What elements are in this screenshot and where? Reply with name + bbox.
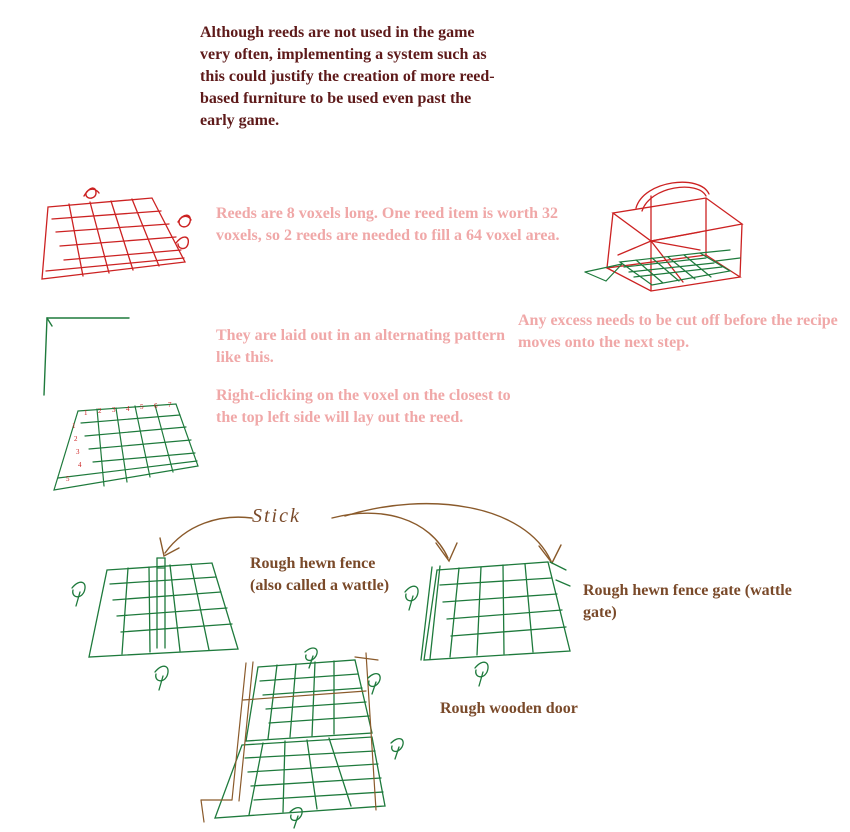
svg-text:2: 2 [98,407,102,415]
svg-text:1: 1 [72,422,76,430]
svg-text:7: 7 [168,401,172,409]
svg-text:4: 4 [126,405,130,413]
wattle-fence-label: Rough hewn fence (also called a wattle) [250,555,390,595]
svg-text:5: 5 [66,475,70,483]
reed-grid-green-numbered [54,404,198,490]
gate-curl-marks-green [405,586,488,686]
svg-text:3: 3 [76,448,80,456]
reed-grid-red [42,198,185,279]
corner-line-green [44,318,129,395]
basket-frame-red [607,182,742,291]
alternating-pattern-note: They are laid out in an alternating pattern like this. [216,327,506,367]
right-click-note: Right-clicking on the voxel on the closest to the top left side will lay out the reed. [216,387,511,427]
svg-text:6: 6 [154,402,158,410]
excess-note: Any excess needs to be cut off before the recipe moves onto the next step. [518,312,838,352]
basket-floor-grid-green [585,250,740,285]
wooden-door-green [215,660,385,818]
svg-text:2: 2 [74,435,78,443]
wattle-fence-green [89,558,238,657]
reed-squiggles-red [84,188,191,248]
wooden-door-label: Rough wooden door [440,700,578,717]
wattle-gate-green [421,562,570,660]
door-curl-marks-green [290,648,403,828]
intro-note: Although reeds are not used in the game very often, implementing a system such as this could justify the creation of more reed-based furniture to be used even past the early game. [200,24,495,130]
stick-label: Stick [252,505,301,527]
svg-text:3: 3 [112,406,116,414]
reed-grid-numbers-red [66,401,172,483]
wattle-curl-marks-green [72,582,168,690]
svg-text:1: 1 [84,409,88,417]
svg-text:4: 4 [78,461,82,469]
wattle-gate-label: Rough hewn fence gate (wattle gate) [583,582,792,622]
door-frame-brown [201,653,378,822]
arrow-left-brown [160,517,252,556]
reed-length-note: Reeds are 8 voxels long. One reed item is worth 32 voxels, so 2 reeds are needed to fill a 64 voxel area. [216,205,560,245]
svg-text:5: 5 [140,403,144,411]
